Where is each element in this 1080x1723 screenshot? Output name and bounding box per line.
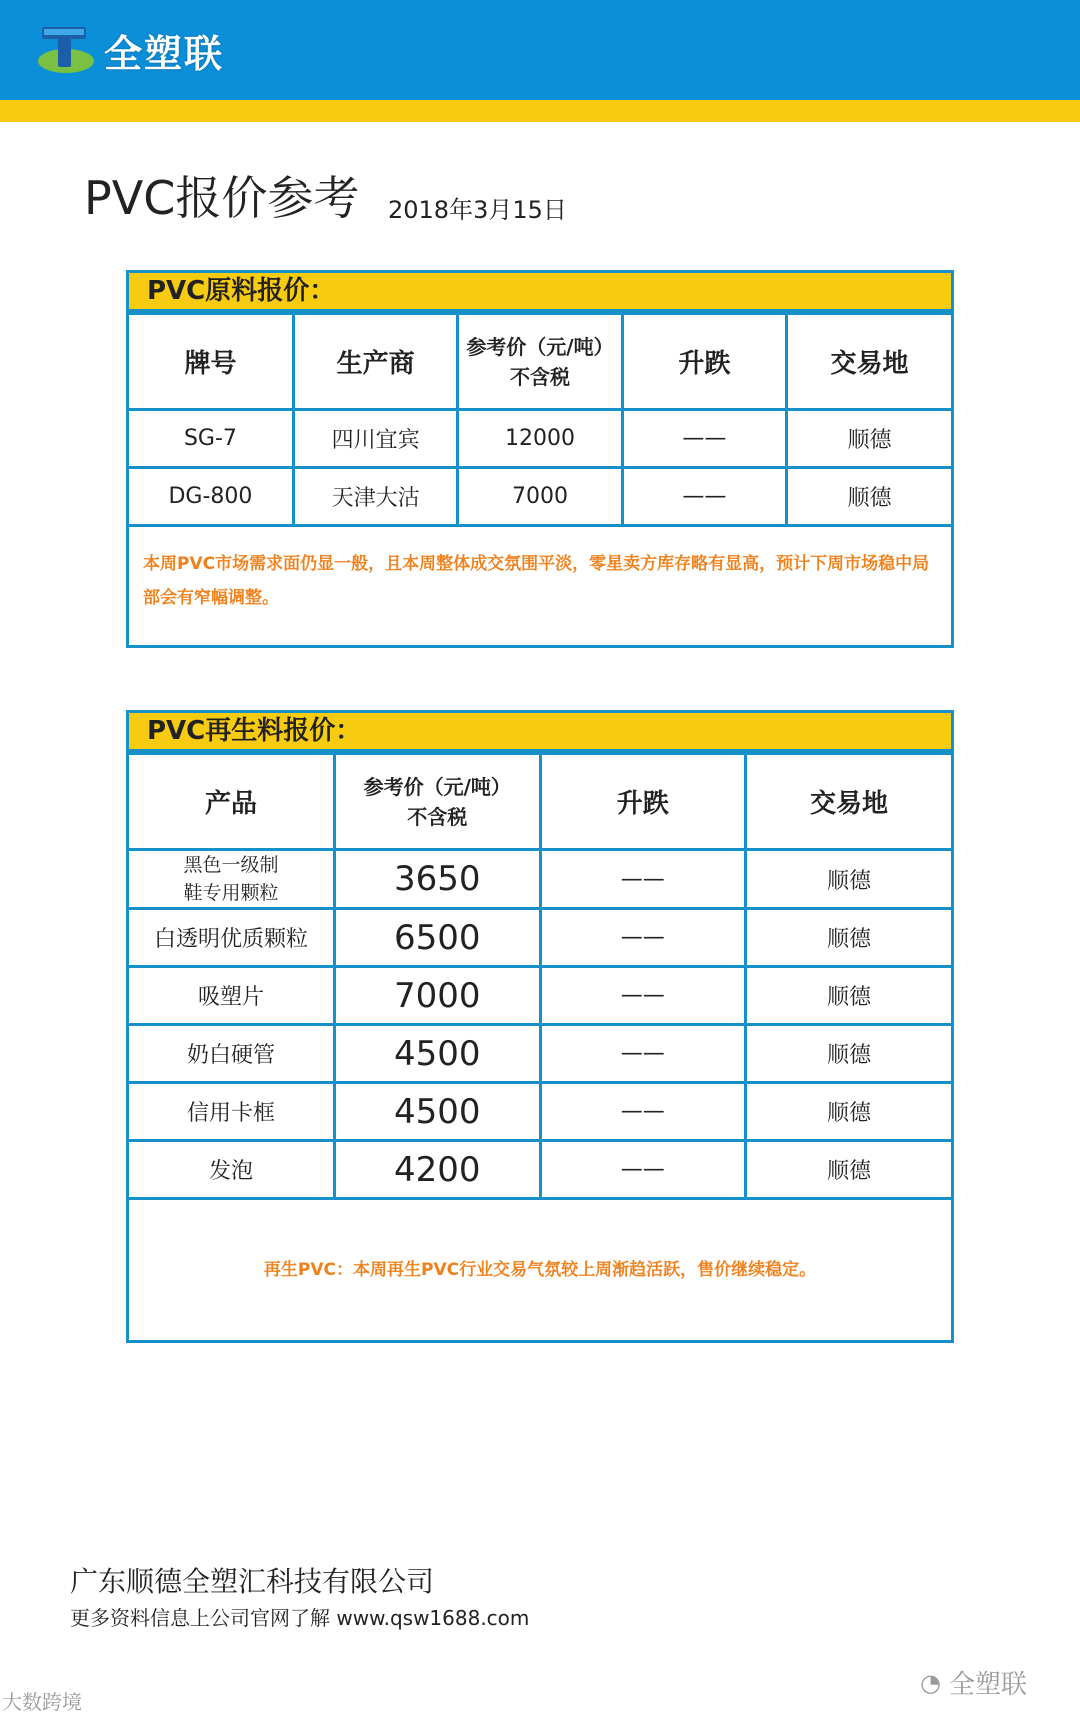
table-row [129, 850, 951, 909]
recycled-table [129, 752, 951, 1200]
price-cell: 12000 [458, 410, 622, 468]
brand-name: 全塑联 [104, 31, 225, 76]
price-cell: 4200 [335, 1141, 541, 1199]
change-cell: —— [540, 850, 746, 909]
page-title: PVC报价参考 [84, 171, 360, 225]
header-stripe [0, 100, 1080, 122]
table-row [129, 468, 951, 526]
raw-market-note: 本周PVC市场需求面仍显一般，且本周整体成交氛围平淡，零星卖方库存略有显高，预计下周市场稳中局部会有窄幅调整。 [143, 554, 930, 608]
company-name: 广东顺德全塑汇科技有限公司 [70, 1565, 435, 1598]
report-date: 2018年3月15日 [388, 196, 567, 224]
market-cell: 顺德 [746, 1025, 952, 1083]
producer-cell: 天津大沽 [293, 468, 457, 526]
change-cell: —— [540, 909, 746, 967]
col-header-price [458, 314, 622, 410]
watermark-right [920, 1664, 1027, 1701]
raw-material-table [129, 312, 951, 527]
table-row [129, 1141, 951, 1199]
table-row [129, 967, 951, 1025]
brand-logo[interactable] [36, 20, 224, 80]
table-row [129, 410, 951, 468]
col-header-price [335, 754, 541, 850]
website-line[interactable]: 更多资料信息上公司官网了解 www.qsw1688.com [70, 1606, 530, 1630]
grade-cell: DG-800 [129, 468, 293, 526]
logo-icon [36, 21, 98, 79]
market-cell: 顺德 [746, 967, 952, 1025]
change-cell: —— [540, 967, 746, 1025]
col-header-line: 不含税 [407, 804, 468, 829]
recycled-section [126, 710, 954, 1343]
market-cell: 顺德 [746, 1083, 952, 1141]
change-cell: —— [540, 1141, 746, 1199]
table-row [129, 1025, 951, 1083]
price-cell: 4500 [335, 1083, 541, 1141]
raw-material-section [126, 270, 954, 648]
raw-material-heading: PVC原料报价： [129, 273, 951, 312]
wechat-icon: ◔ [920, 1668, 941, 1697]
change-cell: —— [622, 468, 786, 526]
producer-cell: 四川宜宾 [293, 410, 457, 468]
price-cell: 4500 [335, 1025, 541, 1083]
col-header-line: 参考价（元/吨） [466, 334, 614, 359]
col-header: 产品 [129, 754, 335, 850]
product-line: 黑色一级制 [183, 854, 279, 876]
price-cell: 7000 [335, 967, 541, 1025]
market-cell: 顺德 [787, 410, 951, 468]
product-cell: 吸塑片 [129, 967, 335, 1025]
table-row [129, 1083, 951, 1141]
col-header: 生产商 [293, 314, 457, 410]
col-header: 升跌 [622, 314, 786, 410]
change-cell: —— [540, 1025, 746, 1083]
market-cell: 顺德 [787, 468, 951, 526]
table-row [129, 909, 951, 967]
price-cell: 3650 [335, 850, 541, 909]
grade-cell: SG-7 [129, 410, 293, 468]
price-cell: 7000 [458, 468, 622, 526]
product-line: 鞋专用颗粒 [183, 882, 279, 904]
product-cell [129, 850, 335, 909]
market-cell: 顺德 [746, 1141, 952, 1199]
watermark-left: 大数跨境 [2, 1690, 82, 1714]
col-header: 交易地 [746, 754, 952, 850]
price-cell: 6500 [335, 909, 541, 967]
col-header: 升跌 [540, 754, 746, 850]
recycled-heading: PVC再生料报价： [129, 713, 951, 752]
col-header-line: 参考价（元/吨） [363, 774, 511, 799]
product-cell: 发泡 [129, 1141, 335, 1199]
product-cell: 白透明优质颗粒 [129, 909, 335, 967]
table-header-row [129, 314, 951, 410]
table-header-row [129, 754, 951, 850]
change-cell: —— [622, 410, 786, 468]
col-header-line: 不含税 [509, 364, 570, 389]
product-cell: 奶白硬管 [129, 1025, 335, 1083]
watermark-right-text: 全塑联 [948, 1670, 1027, 1700]
recycled-market-note: 再生PVC：本周再生PVC行业交易气氛较上周渐趋活跃，售价继续稳定。 [263, 1260, 817, 1280]
change-cell: —— [540, 1083, 746, 1141]
product-cell: 信用卡框 [129, 1083, 335, 1141]
market-cell: 顺德 [746, 909, 952, 967]
col-header: 交易地 [787, 314, 951, 410]
col-header: 牌号 [129, 314, 293, 410]
market-cell: 顺德 [746, 850, 952, 909]
